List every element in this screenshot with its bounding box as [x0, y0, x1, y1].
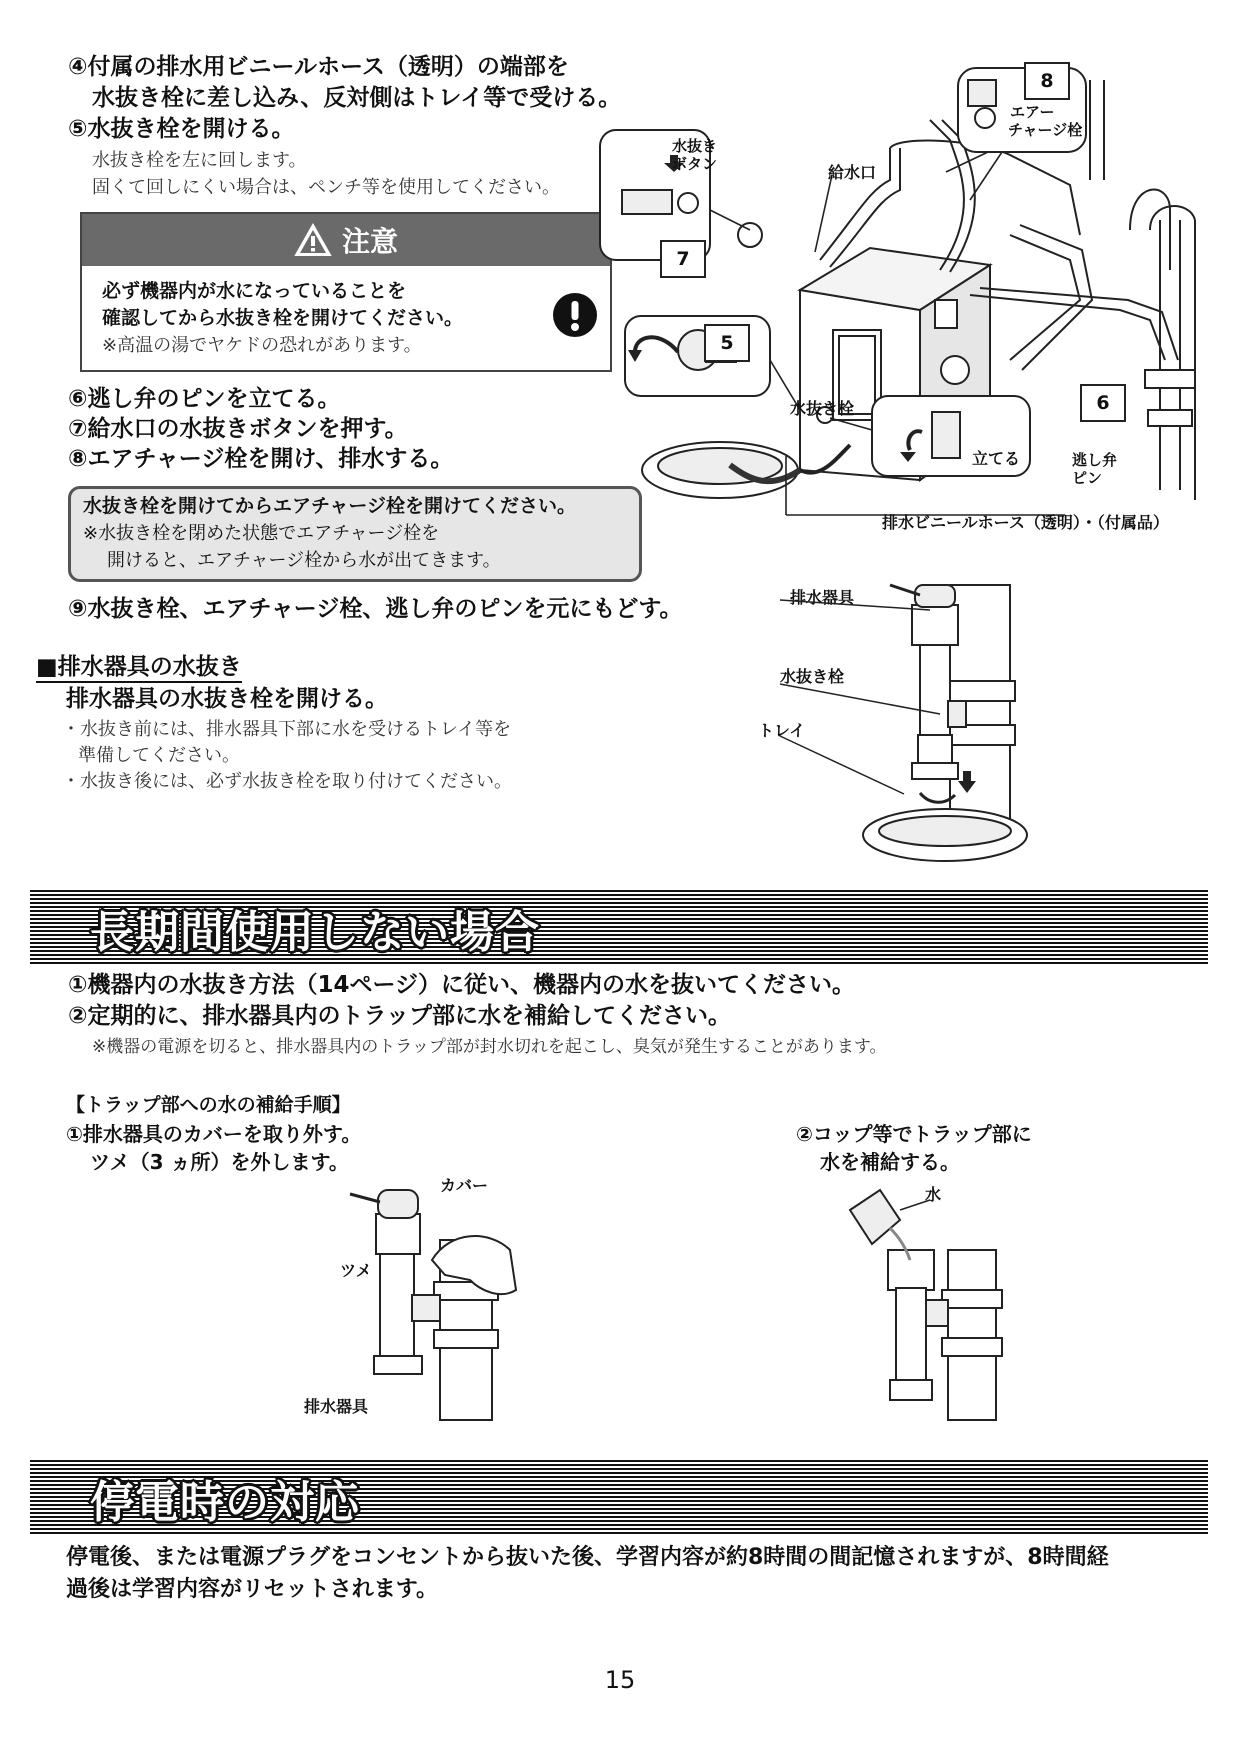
- drain-leader-lines: [780, 600, 980, 800]
- section-header-power-outage: [30, 1460, 1208, 1534]
- drain-bullet-2: ・水抜き後には、必ず水抜き栓を取り付けてください。: [62, 771, 512, 792]
- callout-number-8: 8: [1024, 62, 1070, 100]
- step-8: ⑧エアチャージ栓を開け、排水する。: [68, 446, 454, 472]
- trap-step-1-line-2: ツメ（3 ヵ所）を外します。: [90, 1150, 349, 1174]
- section-title-power-outage: 停電時の対応: [90, 1477, 360, 1528]
- section-title-long-term: 長期間使用しない場合: [90, 907, 540, 958]
- caution-box: [80, 212, 612, 372]
- trap-procedure-heading: 【トラップ部への水の補給手順】: [66, 1094, 351, 1116]
- notice-line-1: 水抜き栓を開けてからエアチャージ栓を開けてください。: [83, 495, 577, 517]
- caution-line-3: ※高温の湯でヤケドの恐れがあります。: [102, 335, 422, 356]
- notice-line-3: 開けると、エアチャージ栓から水が出てきます。: [107, 550, 501, 571]
- callout-number-7: 7: [660, 240, 706, 278]
- trap-step-2-line-2: 水を補給する。: [820, 1150, 960, 1174]
- drain-bullet-1: ・水抜き前には、排水器具下部に水を受けるトレイ等を: [62, 719, 512, 740]
- label-drain-plug-fixture: 水抜き栓: [780, 667, 845, 686]
- label-drain-fixture: 排水器具: [790, 588, 855, 607]
- caution-header: [82, 214, 610, 266]
- long-term-line-2: ②定期的に、排水器具内のトラップ部に水を補給してください。: [68, 1003, 732, 1029]
- callout-number-6: 6: [1080, 384, 1126, 422]
- caution-line-1: 必ず機器内が水になっていることを: [102, 280, 407, 302]
- power-outage-line-2: 過後は学習内容がリセットされます。: [66, 1577, 439, 1602]
- label-claw: ツメ: [340, 1261, 372, 1280]
- label-relief-valve-2: ピン: [1072, 469, 1103, 487]
- label-stand-up: 立てる: [972, 449, 1021, 468]
- label-drain-button-1: 水抜き: [672, 137, 718, 155]
- caution-line-2: 確認してから水抜き栓を開けてください。: [102, 307, 464, 329]
- label-drain-button-2: ボタン: [672, 155, 718, 173]
- section-header-long-term: [30, 890, 1208, 964]
- step-6: ⑥逃し弁のピンを立てる。: [68, 386, 341, 412]
- notice-box: [68, 486, 642, 582]
- warning-triangle-icon: [294, 223, 332, 257]
- caution-title: 注意: [341, 225, 398, 258]
- cover-removal-diagram: [350, 1180, 520, 1420]
- drain-instruction: 排水器具の水抜き栓を開ける。: [66, 686, 388, 712]
- long-term-note: ※機器の電源を切ると、排水器具内のトラップ部が封水切れを起こし、臭気が発生することがあります。: [92, 1037, 887, 1057]
- exclamation-icon: [552, 292, 598, 338]
- step-4-line2: 水抜き栓に差し込み、反対側はトレイ等で受ける。: [92, 85, 622, 111]
- label-water-inlet: 給水口: [828, 163, 877, 182]
- step-4-line1: ④付属の排水用ビニールホース（透明）の端部を: [68, 54, 569, 80]
- label-drain-hose: 排水ビニールホース（透明）・（付属品）: [882, 513, 1169, 532]
- power-outage-line-1: 停電後、または電源プラグをコンセントから抜いた後、学習内容が約8時間の間記憶されますが、8時間経: [66, 1545, 1109, 1570]
- water-heater-diagram: [650, 60, 1210, 540]
- label-relief-valve-1: 逃し弁: [1072, 451, 1118, 469]
- label-air-charge-1: エアー: [1010, 103, 1055, 121]
- label-cover: カバー: [440, 1176, 489, 1195]
- callout-number-5: 5: [704, 324, 750, 362]
- drain-bullet-1b: 準備してください。: [78, 745, 240, 766]
- label-air-charge-2: チャージ栓: [1008, 121, 1083, 139]
- trap-step-1-line-1: ①排水器具のカバーを取り外す。: [66, 1122, 362, 1146]
- step-5: ⑤水抜き栓を開ける。: [68, 116, 295, 142]
- step-7: ⑦給水口の水抜きボタンを押す。: [68, 416, 408, 442]
- label-water: 水: [925, 1185, 942, 1204]
- page-number: 15: [604, 1666, 636, 1694]
- step-5-note-2: 固くて回しにくい場合は、ペンチ等を使用してください。: [92, 177, 560, 198]
- notice-line-2: ※水抜き栓を閉めた状態でエアチャージ栓を: [83, 523, 440, 544]
- label-fixture-cover: 排水器具: [304, 1397, 369, 1416]
- trap-step-2-line-1: ②コップ等でトラップ部に: [796, 1122, 1032, 1146]
- label-drain-plug: 水抜き栓: [790, 399, 855, 418]
- long-term-line-1: ①機器内の水抜き方法（14ページ）に従い、機器内の水を抜いてください。: [68, 972, 856, 998]
- water-refill-diagram: [840, 1180, 1010, 1420]
- label-tray: トレイ: [758, 721, 806, 740]
- drain-section-heading: ■排水器具の水抜き: [36, 648, 242, 683]
- step-5-note-1: 水抜き栓を左に回します。: [92, 150, 307, 171]
- step-9: ⑨水抜き栓、エアチャージ栓、逃し弁のピンを元にもどす。: [68, 596, 683, 622]
